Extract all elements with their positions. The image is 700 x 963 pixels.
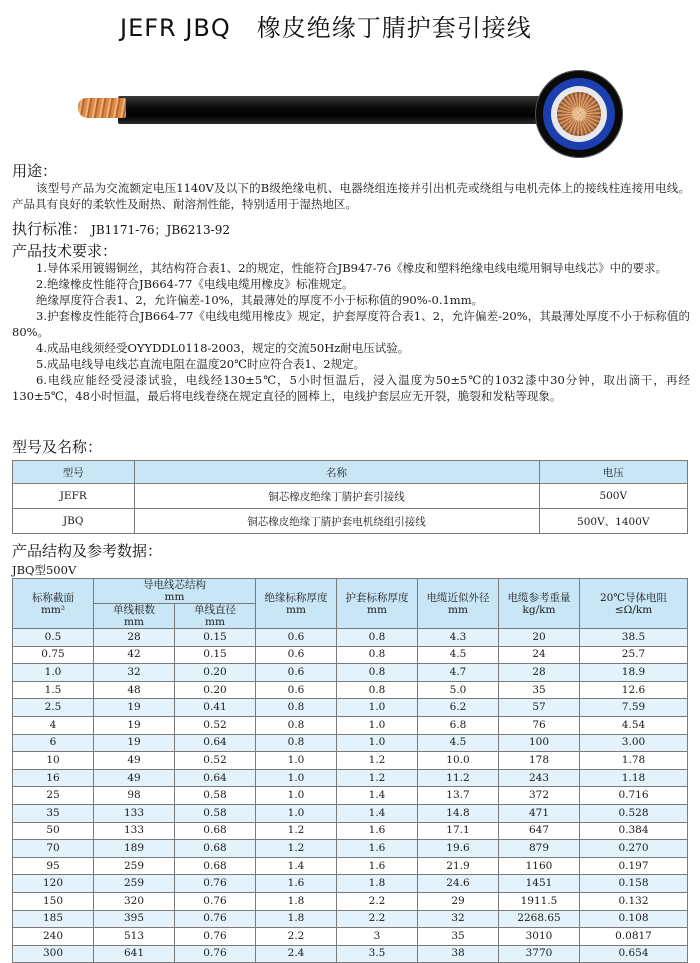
count-cell: 48 (94, 681, 175, 699)
area-cell: 0.5 (13, 629, 94, 647)
models-heading: 型号及名称： (12, 438, 103, 456)
standard-value: JB1171-76；JB6213-92 (91, 223, 231, 237)
sheath-label: 护套标称厚度 (345, 591, 409, 604)
models-table (12, 460, 688, 534)
wire-diameter-cell: 0.20 (175, 664, 256, 682)
resistance-cell: 0.132 (580, 892, 688, 910)
diameter-unit: mm (448, 603, 468, 616)
wire-diameter-cell: 0.15 (175, 629, 256, 647)
resistance-cell: 18.9 (580, 664, 688, 682)
weight-cell: 372 (499, 787, 580, 805)
table-row (13, 699, 688, 717)
weight-cell: 1451 (499, 875, 580, 893)
sheath-cell: 2.2 (337, 910, 418, 928)
resistance-cell: 0.158 (580, 875, 688, 893)
area-cell: 25 (13, 787, 94, 805)
weight-cell: 1911.5 (499, 892, 580, 910)
col-header-name: 名称 (134, 461, 539, 484)
sheath-cell: 1.0 (337, 699, 418, 717)
wire-diameter-cell: 0.76 (175, 928, 256, 946)
sheath-cell: 0.8 (337, 646, 418, 664)
table-row (13, 875, 688, 893)
area-cell: 0.75 (13, 646, 94, 664)
sheath-cell: 3.5 (337, 945, 418, 963)
requirement-item: 5.成品电线导电线芯直流电阻在温度20℃时应符合表1、2规定。 (36, 357, 366, 371)
diameter-cell: 5.0 (418, 681, 499, 699)
sheath-cell: 3 (337, 928, 418, 946)
resistance-cell: 0.270 (580, 840, 688, 858)
weight-cell: 2268.65 (499, 910, 580, 928)
requirement-item: 1.导体采用镀锡铜丝，其结构符合表1、2的规定，性能符合JB947-76《橡皮和塑料绝缘电线电缆用铜导电线芯》中的要求。 (36, 261, 668, 275)
weight-cell: 471 (499, 804, 580, 822)
col-header-insulation (256, 579, 337, 629)
resistance-cell: 12.6 (580, 681, 688, 699)
resistance-cell: 4.54 (580, 716, 688, 734)
count-unit: mm (124, 616, 144, 628)
usage-text-block (12, 180, 690, 212)
insulation-cell: 1.0 (256, 804, 337, 822)
col-header-weight (499, 579, 580, 629)
diameter-cell: 32 (418, 910, 499, 928)
count-cell: 28 (94, 629, 175, 647)
title-model: JEFR JBQ (120, 14, 231, 42)
count-cell: 259 (94, 857, 175, 875)
model-cell: JEFR (13, 484, 135, 509)
wire-diameter-cell: 0.68 (175, 857, 256, 875)
diameter-cell: 24.6 (418, 875, 499, 893)
insulation-cell: 1.0 (256, 752, 337, 770)
requirements-heading: 产品技术要求： (12, 242, 118, 260)
resistance-cell: 0.528 (580, 804, 688, 822)
insulation-cell: 1.8 (256, 892, 337, 910)
resistance-cell: 1.78 (580, 752, 688, 770)
area-cell: 10 (13, 752, 94, 770)
resistance-cell: 38.5 (580, 629, 688, 647)
table-row (13, 734, 688, 752)
insulation-unit: mm (286, 603, 306, 616)
insulation-cell: 1.0 (256, 787, 337, 805)
diameter-cell: 4.7 (418, 664, 499, 682)
area-cell: 35 (13, 804, 94, 822)
count-cell: 641 (94, 945, 175, 963)
wire-diameter-cell: 0.15 (175, 646, 256, 664)
table-row (13, 804, 688, 822)
weight-cell: 57 (499, 699, 580, 717)
name-cell: 铜芯橡皮绝缘丁腈护套电机绕组引接线 (134, 509, 539, 534)
title-name: 橡皮绝缘丁腈护套引接线 (256, 14, 532, 42)
table-row (13, 892, 688, 910)
insulation-cell: 1.4 (256, 857, 337, 875)
weight-cell: 3770 (499, 945, 580, 963)
wire-diameter-unit: mm (205, 616, 225, 628)
count-label: 单线根数 (113, 604, 155, 616)
sheath-cell: 0.8 (337, 629, 418, 647)
diameter-cell: 4.5 (418, 734, 499, 752)
wire-diameter-cell: 0.20 (175, 681, 256, 699)
resistance-cell: 0.654 (580, 945, 688, 963)
sheath-cell: 1.0 (337, 734, 418, 752)
count-cell: 259 (94, 875, 175, 893)
sheath-cell: 1.6 (337, 822, 418, 840)
diameter-cell: 13.7 (418, 787, 499, 805)
area-cell: 150 (13, 892, 94, 910)
structure-heading: 产品结构及参考数据： (12, 542, 163, 560)
area-cell: 240 (13, 928, 94, 946)
table-row (13, 787, 688, 805)
wire-diameter-label: 单线直径 (194, 604, 236, 616)
count-cell: 513 (94, 928, 175, 946)
weight-cell: 100 (499, 734, 580, 752)
insulation-cell: 0.6 (256, 664, 337, 682)
area-cell: 300 (13, 945, 94, 963)
cable-photo-icon (78, 72, 548, 140)
col-header-diameter (418, 579, 499, 629)
insulation-cell: 0.8 (256, 716, 337, 734)
count-cell: 98 (94, 787, 175, 805)
wire-diameter-cell: 0.58 (175, 804, 256, 822)
count-cell: 189 (94, 840, 175, 858)
col-header-resistance (580, 579, 688, 629)
sheath-cell: 1.0 (337, 716, 418, 734)
weight-cell: 647 (499, 822, 580, 840)
diameter-cell: 6.8 (418, 716, 499, 734)
count-cell: 32 (94, 664, 175, 682)
insulation-cell: 0.6 (256, 629, 337, 647)
col-header-sheath (337, 579, 418, 629)
weight-cell: 879 (499, 840, 580, 858)
table-row (13, 664, 688, 682)
diameter-cell: 35 (418, 928, 499, 946)
conductor-core (557, 92, 601, 136)
resistance-label: 20℃导体电阻 (599, 591, 668, 604)
area-cell: 120 (13, 875, 94, 893)
table-row (13, 857, 688, 875)
structure-header-row (13, 579, 688, 604)
wire-diameter-cell: 0.76 (175, 875, 256, 893)
insulation-cell: 1.2 (256, 840, 337, 858)
requirement-item: 绝缘厚度符合表1、2，允许偏差-10%，其最薄处的厚度不小于标称值的90%-0.1mm。 (36, 293, 484, 307)
count-cell: 19 (94, 734, 175, 752)
wire-diameter-cell: 0.76 (175, 945, 256, 963)
col-header-model: 型号 (13, 461, 135, 484)
insulation-cell: 0.6 (256, 646, 337, 664)
diameter-cell: 19.6 (418, 840, 499, 858)
weight-cell: 20 (499, 629, 580, 647)
diameter-cell: 17.1 (418, 822, 499, 840)
standard-heading: 执行标准： (12, 220, 88, 238)
weight-cell: 28 (499, 664, 580, 682)
cable-cross-section-icon (535, 70, 623, 158)
resistance-cell: 0.0817 (580, 928, 688, 946)
diameter-cell: 10.0 (418, 752, 499, 770)
requirements-list (12, 260, 690, 404)
area-cell: 95 (13, 857, 94, 875)
weight-cell: 178 (499, 752, 580, 770)
count-cell: 19 (94, 699, 175, 717)
diameter-cell: 4.5 (418, 646, 499, 664)
requirement-item: 6.电线应能经受浸漆试验，电线经130±5℃，5小时恒温后，浸入温度为50±5℃的1032漆中30分钟，取出滴干，再经130±5℃，48小时恒温，最后将电线卷绕在规定直径的圆棒上，电线护套层应无开裂，脆裂和发粘等现象。 (12, 373, 690, 403)
col-header-conductor (94, 579, 256, 604)
weight-label: 电缆参考重量 (507, 591, 571, 604)
structure-subtitle: JBQ型500V (12, 563, 77, 577)
wire-diameter-cell: 0.76 (175, 892, 256, 910)
requirement-item: 3.护套橡皮性能符合JB664-77《电线电缆用橡皮》规定，护套厚度符合表1、2，允许偏差-20%，其最薄处厚度不小于标称值的80%。 (12, 309, 690, 339)
conductor-label: 导电线芯结构 (143, 579, 206, 591)
resistance-cell: 3.00 (580, 734, 688, 752)
table-row (13, 646, 688, 664)
table-row (13, 629, 688, 647)
col-header-count (94, 604, 175, 629)
sheath-cell: 1.6 (337, 857, 418, 875)
voltage-cell: 500V、1400V (539, 509, 688, 534)
area-cell: 50 (13, 822, 94, 840)
diameter-cell: 29 (418, 892, 499, 910)
count-cell: 395 (94, 910, 175, 928)
col-header-voltage: 电压 (539, 461, 688, 484)
diameter-label: 电缆近似外径 (426, 591, 490, 604)
sheath-cell: 1.6 (337, 840, 418, 858)
area-cell: 1.5 (13, 681, 94, 699)
wire-diameter-cell: 0.52 (175, 752, 256, 770)
requirement-item: 4.成品电线须经受OYYDDL0118-2003，规定的交流50Hz耐电压试验。 (36, 341, 410, 355)
area-cell: 4 (13, 716, 94, 734)
insulation-cell: 2.4 (256, 945, 337, 963)
wire-diameter-cell: 0.58 (175, 787, 256, 805)
area-label: 标称截面 (32, 591, 74, 604)
sheath-cell: 2.2 (337, 892, 418, 910)
table-row (13, 752, 688, 770)
table-row (13, 716, 688, 734)
table-row (13, 840, 688, 858)
table-row (13, 484, 688, 509)
sheath-cell: 1.2 (337, 769, 418, 787)
page-title (120, 8, 532, 43)
col-header-wire-diameter (175, 604, 256, 629)
wire-diameter-cell: 0.41 (175, 699, 256, 717)
weight-cell: 76 (499, 716, 580, 734)
resistance-cell: 0.108 (580, 910, 688, 928)
weight-cell: 24 (499, 646, 580, 664)
area-cell: 1.0 (13, 664, 94, 682)
wire-diameter-cell: 0.52 (175, 716, 256, 734)
insulation-cell: 1.6 (256, 875, 337, 893)
insulation-cell: 0.8 (256, 734, 337, 752)
sheath-cell: 1.2 (337, 752, 418, 770)
table-row (13, 822, 688, 840)
sheath-cell: 0.8 (337, 681, 418, 699)
diameter-cell: 14.8 (418, 804, 499, 822)
resistance-cell: 0.716 (580, 787, 688, 805)
wire-diameter-cell: 0.64 (175, 769, 256, 787)
sheath-cell: 0.8 (337, 664, 418, 682)
resistance-cell: 0.197 (580, 857, 688, 875)
insulation-cell: 1.2 (256, 822, 337, 840)
insulation-cell: 0.8 (256, 699, 337, 717)
area-cell: 6 (13, 734, 94, 752)
usage-text: 该型号产品为交流额定电压1140V及以下的B级绝缘电机、电器绕组连接并引出机壳或绕组与电机壳体上的接线柱连接用电线。产品具有良好的柔软性及耐热、耐溶剂性能，特别适用于湿热地区。 (12, 181, 690, 211)
count-cell: 49 (94, 752, 175, 770)
resistance-cell: 25.7 (580, 646, 688, 664)
col-header-area (13, 579, 94, 629)
resistance-unit: ≤Ω/km (614, 603, 653, 616)
wire-diameter-cell: 0.76 (175, 910, 256, 928)
voltage-cell: 500V (539, 484, 688, 509)
area-unit: mm² (40, 603, 66, 616)
table-row (13, 928, 688, 946)
resistance-cell: 1.18 (580, 769, 688, 787)
diameter-cell: 38 (418, 945, 499, 963)
area-cell: 185 (13, 910, 94, 928)
sheath-cell: 1.4 (337, 804, 418, 822)
count-cell: 133 (94, 804, 175, 822)
count-cell: 133 (94, 822, 175, 840)
area-cell: 70 (13, 840, 94, 858)
weight-cell: 243 (499, 769, 580, 787)
table-row (13, 509, 688, 534)
insulation-cell: 1.8 (256, 910, 337, 928)
structure-table (12, 578, 688, 963)
sheath-unit: mm (367, 603, 387, 616)
name-cell: 铜芯橡皮绝缘丁腈护套引接线 (134, 484, 539, 509)
sheath-cell: 1.4 (337, 787, 418, 805)
diameter-cell: 4.3 (418, 629, 499, 647)
diameter-cell: 6.2 (418, 699, 499, 717)
resistance-cell: 7.59 (580, 699, 688, 717)
insulation-label: 绝缘标称厚度 (264, 591, 328, 604)
models-header-row (13, 461, 688, 484)
copper-strands (78, 98, 126, 118)
wire-diameter-cell: 0.68 (175, 822, 256, 840)
area-cell: 16 (13, 769, 94, 787)
count-cell: 42 (94, 646, 175, 664)
usage-heading: 用途： (12, 162, 58, 180)
count-cell: 49 (94, 769, 175, 787)
table-row (13, 681, 688, 699)
table-row (13, 910, 688, 928)
cable-sheath (118, 96, 558, 124)
conductor-unit: mm (164, 591, 185, 603)
insulation-cell: 2.2 (256, 928, 337, 946)
requirement-item: 2.绝缘橡皮性能符合JB664-77《电线电缆用橡皮》标准规定。 (36, 277, 354, 291)
table-row (13, 769, 688, 787)
weight-cell: 35 (499, 681, 580, 699)
weight-unit: kg/km (522, 603, 556, 616)
insulation-cell: 0.6 (256, 681, 337, 699)
table-row (13, 945, 688, 963)
diameter-cell: 21.9 (418, 857, 499, 875)
count-cell: 320 (94, 892, 175, 910)
weight-cell: 1160 (499, 857, 580, 875)
sheath-cell: 1.8 (337, 875, 418, 893)
standard-line (12, 218, 230, 239)
count-cell: 19 (94, 716, 175, 734)
wire-diameter-cell: 0.64 (175, 734, 256, 752)
model-cell: JBQ (13, 509, 135, 534)
wire-diameter-cell: 0.68 (175, 840, 256, 858)
area-cell: 2.5 (13, 699, 94, 717)
weight-cell: 3010 (499, 928, 580, 946)
insulation-cell: 1.0 (256, 769, 337, 787)
diameter-cell: 11.2 (418, 769, 499, 787)
resistance-cell: 0.384 (580, 822, 688, 840)
